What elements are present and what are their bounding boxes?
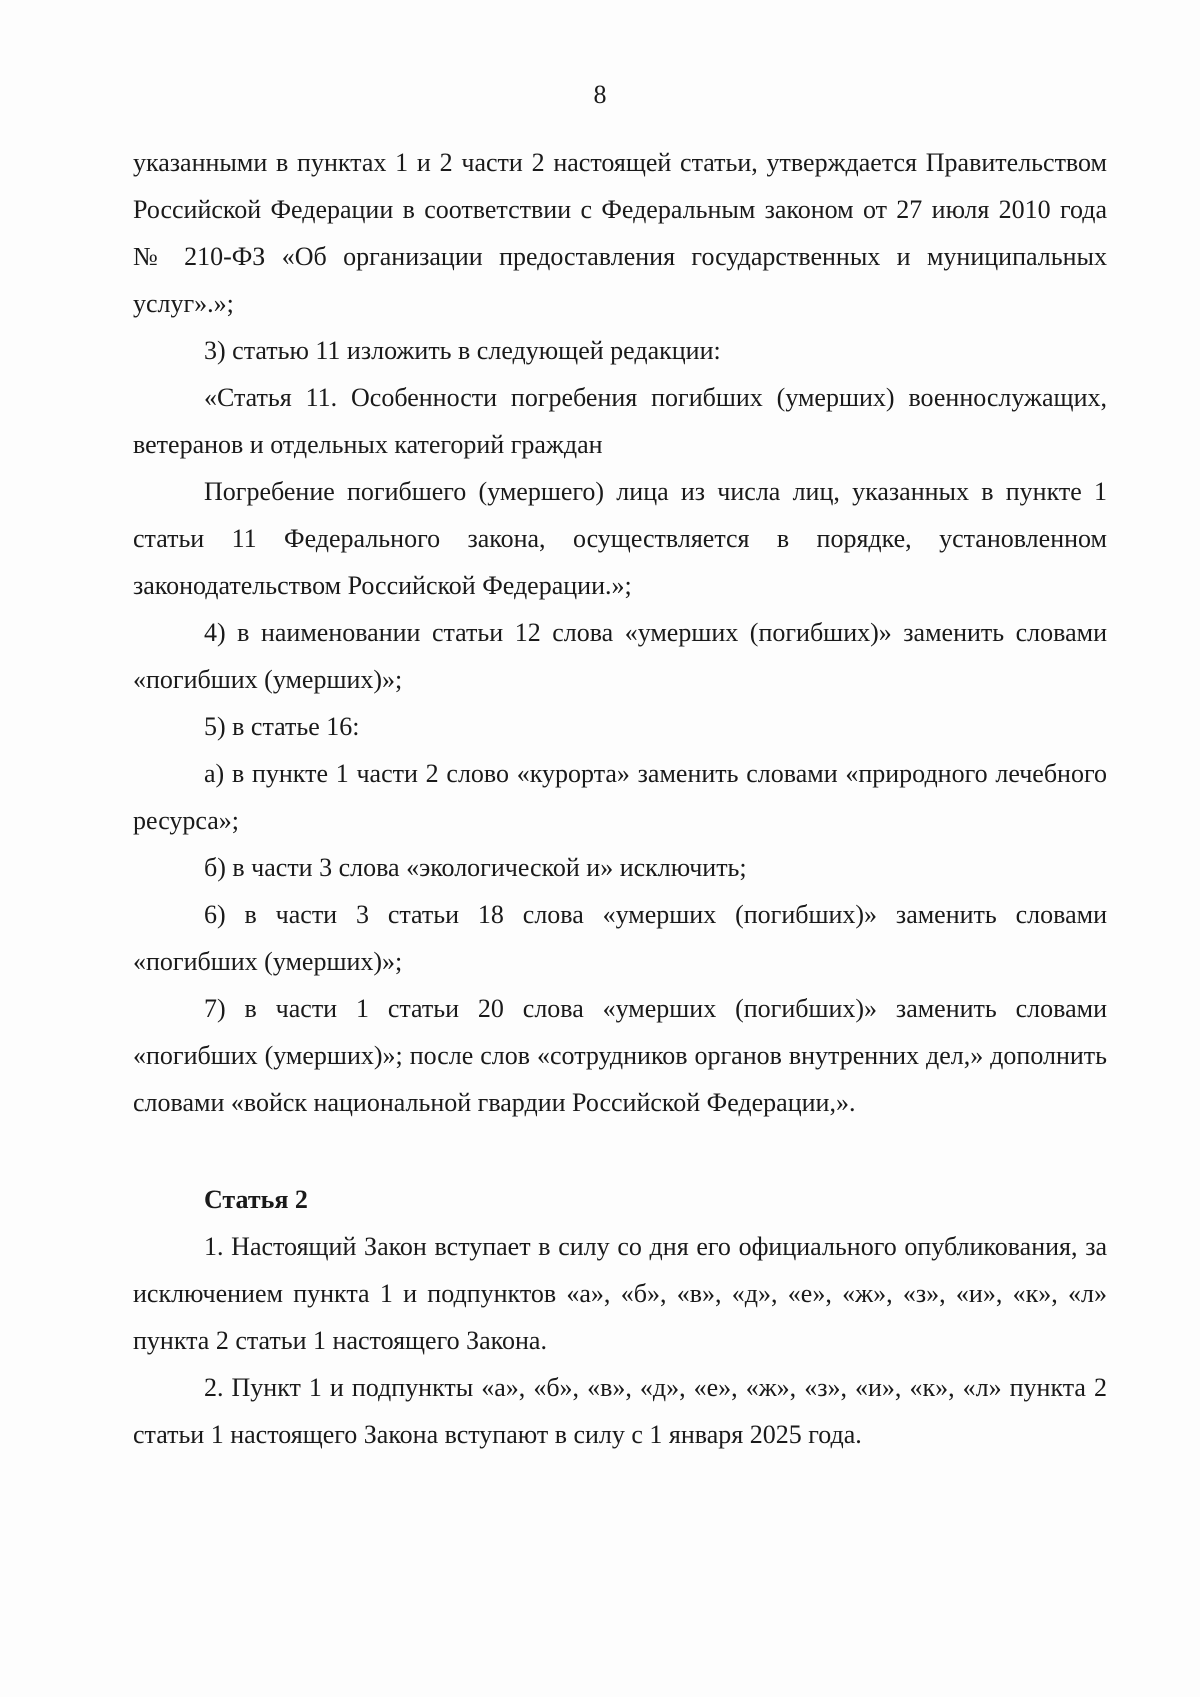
paragraph: а) в пункте 1 части 2 слово «курорта» заменить словами «природного лечебного ресурса»; [133, 759, 1107, 835]
paragraph: 4) в наименовании статьи 12 слова «умерших (погибших)» заменить словами «погибших (умерших)»; [133, 618, 1107, 694]
paragraph: «Статья 11. Особенности погребения погибших (умерших) военнослужащих, ветеранов и отдельных категорий граждан [133, 383, 1107, 459]
paragraph: указанными в пунктах 1 и 2 части 2 настоящей статьи, утверждается Правительством Российской Федерации в соответствии с Федеральным законом от 27 июля 2010 года № 210-ФЗ «Об организации предоставления государственных и муниципальных услуг».»; [133, 148, 1107, 318]
paragraph: 7) в части 1 статьи 20 слова «умерших (погибших)» заменить словами «погибших (умерших)»; после слов «сотрудников органов внутренних дел,» дополнить словами «войск национальной гвардии Российской Федерации,». [133, 994, 1107, 1117]
paragraph: 5) в статье 16: [204, 712, 360, 741]
paragraph: 3) статью 11 изложить в следующей редакции: [204, 336, 721, 365]
paragraph: б) в части 3 слова «экологической и» исключить; [204, 853, 747, 882]
paragraph: Погребение погибшего (умершего) лица из числа лиц, указанных в пункте 1 статьи 11 Федерального закона, осуществляется в порядке, установленном законодательством Российской Федерации.»; [133, 477, 1107, 600]
document-body [133, 139, 1107, 1458]
article-heading: Статья 2 [204, 1185, 308, 1214]
page-number: 8 [593, 80, 607, 109]
paragraph: 1. Настоящий Закон вступает в силу со дня его официального опубликования, за исключением пункта 1 и подпунктов «а», «б», «в», «д», «е», «ж», «з», «и», «к», «л» пункта 2 статьи 1 настоящего Закона. [133, 1232, 1107, 1355]
paragraph: 2. Пункт 1 и подпункты «а», «б», «в», «д», «е», «ж», «з», «и», «к», «л» пункта 2 статьи 1 настоящего Закона вступают в силу с 1 января 2025 года. [133, 1373, 1107, 1449]
paragraph: 6) в части 3 статьи 18 слова «умерших (погибших)» заменить словами «погибших (умерших)»; [133, 900, 1107, 976]
